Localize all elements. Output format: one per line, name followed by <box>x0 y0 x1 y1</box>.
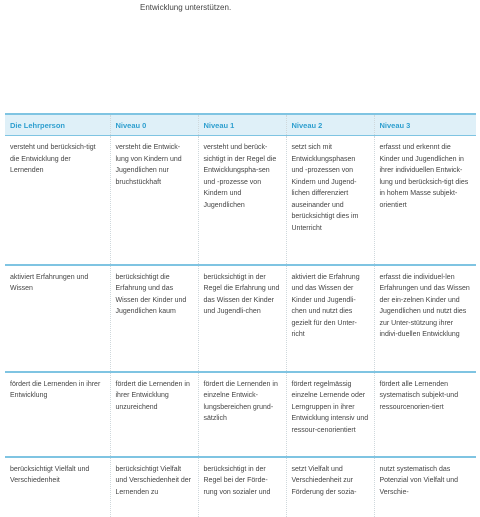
table-row <box>5 372 476 457</box>
table-cell: erfasst und erkennt die Kinder und Jugendlichen in ihrer individuellen Entwick-lung und berücksich-tigt dies in hohem Masse subjekt-orientiert <box>374 136 476 265</box>
header-niveau-2: Niveau 2 <box>286 114 374 136</box>
table-header-row <box>5 114 476 136</box>
header-lehrperson: Die Lehrperson <box>5 114 110 136</box>
table-cell: aktiviert Erfahrungen und Wissen <box>10 273 89 292</box>
table-row <box>5 136 476 265</box>
table-cell: berücksichtigt Vielfalt und Verschiedenheit der Lernenden zu <box>110 457 198 517</box>
table-cell: versteht und berück-sichtigt in der Regel die Entwicklungspha-sen und -prozesse von Kindern und Jugendlichen <box>198 136 286 265</box>
header-niveau-0: Niveau 0 <box>110 114 198 136</box>
table-cell: nutzt systematisch das Potenzial von Vielfalt und Verschie- <box>374 457 476 517</box>
table-row <box>5 457 476 517</box>
header-niveau-3: Niveau 3 <box>374 114 476 136</box>
table-cell: fördert die Lernenden in ihrer Entwicklung <box>10 380 101 399</box>
table-cell: berücksichtigt die Erfahrung und das Wissen der Kinder und Jugendlichen kaum <box>110 265 198 372</box>
table-cell: erfasst die individuel-len Erfahrungen und das Wissen der ein-zelnen Kinder und Jugendlichen und nutzt dies zur Unter-stützung ihrer indivi-duellen Entwicklung <box>374 265 476 372</box>
header-niveau-1: Niveau 1 <box>198 114 286 136</box>
table-cell: setzt Vielfalt und Verschiedenheit zur Förderung der sozia- <box>286 457 374 517</box>
table-cell: versteht und berücksich-tigt die Entwicklung der Lernenden <box>10 144 96 174</box>
table-cell: fördert regelmässig einzelne Lernende oder Lerngruppen in ihrer Entwicklung intensiv und ressour-cenorientiert <box>286 372 374 457</box>
table-cell: fördert alle Lernenden systematisch subjekt-und ressourcenorien-tiert <box>374 372 476 457</box>
table-cell: setzt sich mit Entwicklungsphasen und -prozessen von Kindern und Jugend-lichen differenziert auseinander und berücksichtigt dies im Unterricht <box>286 136 374 265</box>
table-cell: fördert die Lernenden in einzelne Entwick-lungsbereichen grund-sätzlich <box>198 372 286 457</box>
table-cell: fördert die Lernenden in ihrer Entwicklung unzureichend <box>110 372 198 457</box>
table-cell: berücksichtigt in der Regel die Erfahrung und das Wissen der Kinder und Jugendli-chen <box>198 265 286 372</box>
table-cell: berücksichtigt in der Regel bei der Förde-rung von sozialer und <box>198 457 286 517</box>
table-cell: versteht die Entwick-lung von Kindern und Jugendlichen nur bruchstückhaft <box>110 136 198 265</box>
competency-table <box>5 113 476 517</box>
table-row <box>5 265 476 372</box>
table-cell: aktiviert die Erfahrung und das Wissen der Kinder und Jugendli-chen und nutzt dies gezielt für den Unter-richt <box>286 265 374 372</box>
table-cell: berücksichtigt Vielfalt und Verschiedenheit <box>10 465 90 484</box>
intro-text: Entwicklung unterstützen. <box>140 3 232 12</box>
